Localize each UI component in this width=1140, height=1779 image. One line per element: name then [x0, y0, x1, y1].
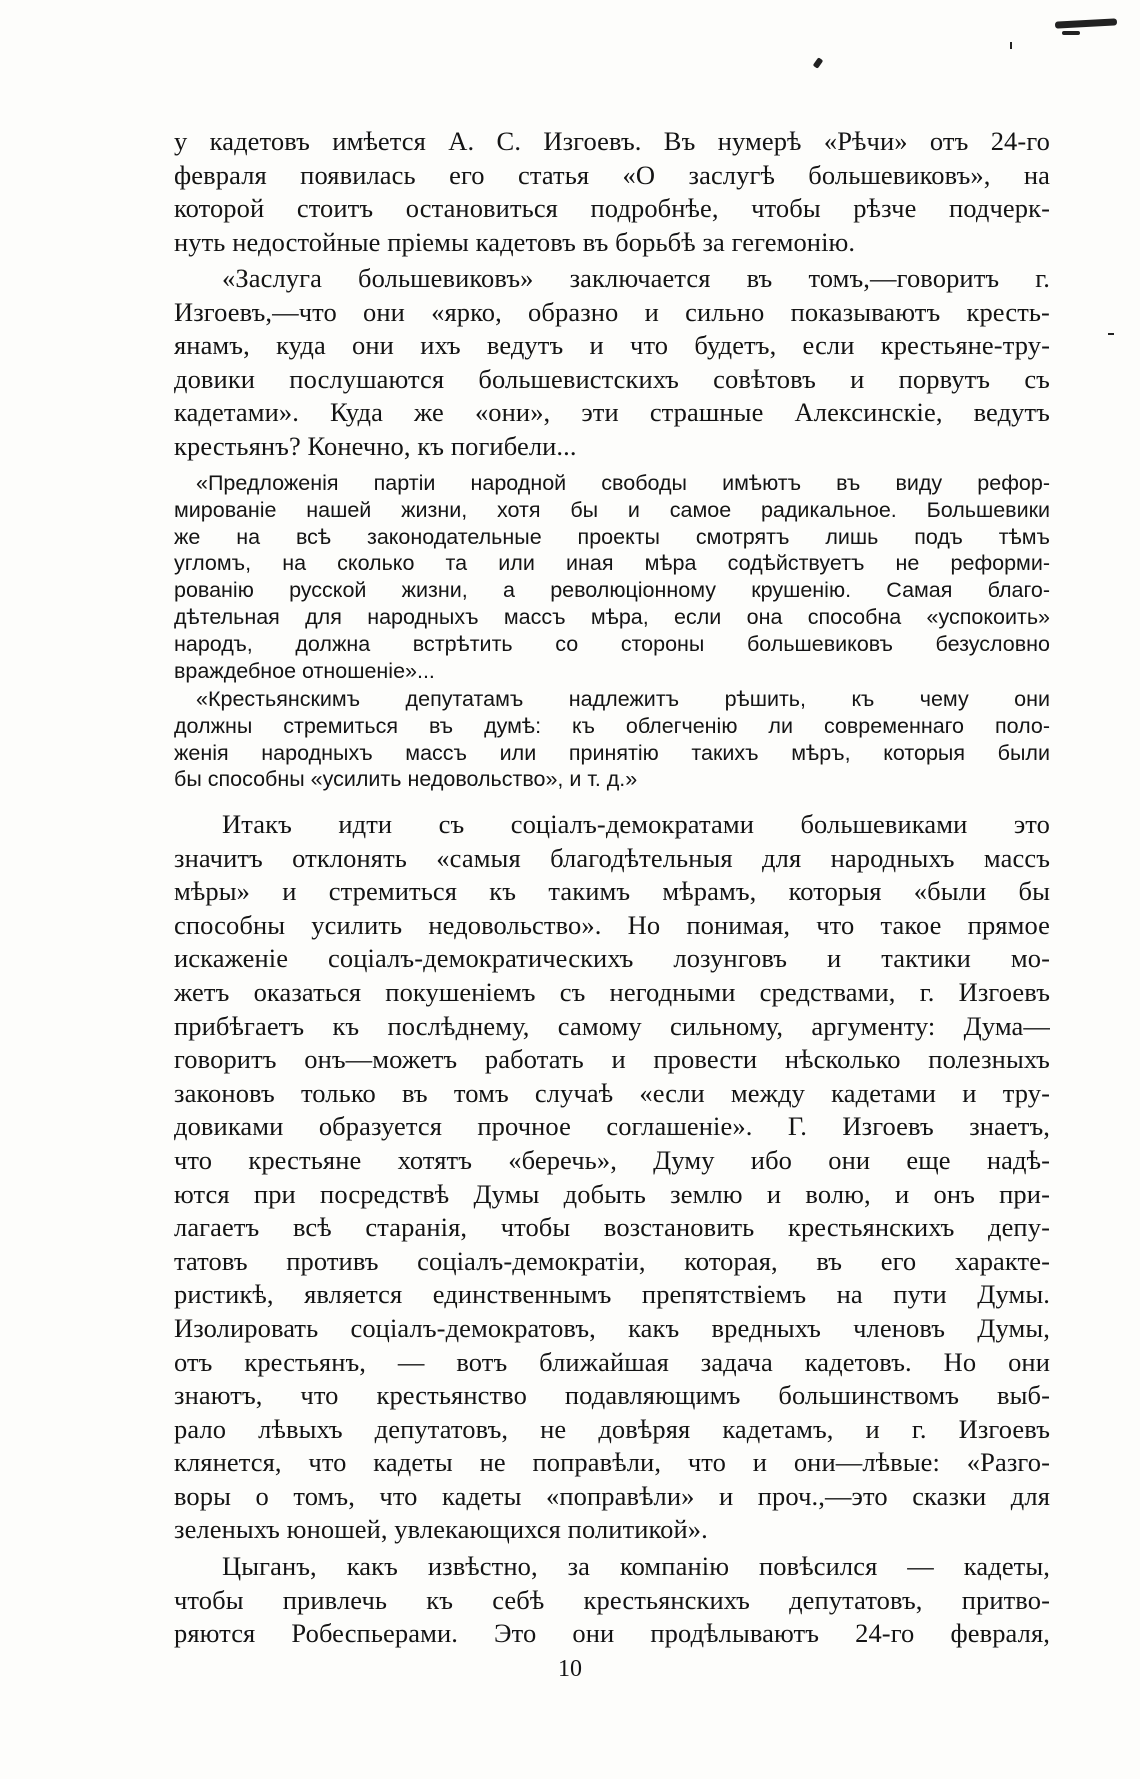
- text-line: крестьянъ? Конечно, къ погибели...: [174, 430, 577, 461]
- text-line: ются при посредствѣ Думы добыть землю и волю, и онъ при-: [174, 1178, 1050, 1209]
- body-paragraph-1: [174, 808, 1050, 1547]
- text-line: клянется, что кадеты не поправѣли, что и они—лѣвые: «Разго-: [174, 1447, 1050, 1478]
- text-line: ряются Робеспьерами. Это они продѣлываютъ 24-го февраля,: [174, 1618, 1050, 1649]
- text-line: янамъ, куда они ихъ ведутъ и что будетъ, если крестьяне-тру-: [174, 330, 1050, 361]
- quote-line: дѣтельная для народныхъ массъ мѣра, если она способна «успокоить»: [174, 604, 1050, 629]
- text-line: искаженіе соціалъ-демократическихъ лозунговъ и тактики мо-: [174, 943, 1050, 974]
- text-line: лагаетъ всѣ старанія, чтобы возстановить крестьянскихъ депу-: [174, 1212, 1050, 1243]
- text-line: нуть недостойные пріемы кадетовъ въ борьбѣ за гегемонію.: [174, 226, 856, 257]
- text-line: кадетами». Куда же «они», эти страшные Алексинскіе, ведутъ: [174, 397, 1050, 428]
- scan-artifact-speck: [1010, 42, 1012, 49]
- paragraph-1: [174, 125, 1050, 259]
- quote-line: рованію русской жизни, а революціонному крушенію. Самая благо-: [174, 578, 1050, 603]
- text-line: прибѣгаетъ къ послѣднему, самому сильному, аргументу: Дума—: [174, 1010, 1050, 1041]
- text-line: способны усилить недовольство». Но понимая, что такое прямое: [174, 909, 1050, 940]
- text-line: зеленыхъ юношей, увлекающихся политикой».: [174, 1514, 708, 1545]
- text-line: у кадетовъ имѣется А. С. Изгоевъ. Въ нумерѣ «Рѣчи» отъ 24-го: [174, 126, 1050, 156]
- text-line: татовъ противъ соціалъ-демократіи, которая, въ его характе-: [174, 1245, 1050, 1276]
- quote-line: враждебное отношеніе»...: [174, 658, 435, 683]
- quote-1: [174, 470, 1050, 684]
- text-line: говоритъ онъ—можетъ работать и провести нѣсколько полезныхъ: [174, 1044, 1050, 1075]
- quote-line: «Крестьянскимъ депутатамъ надлежитъ рѣшить, къ чему они: [196, 687, 1050, 711]
- text-line: воры о томъ, что кадеты «поправѣли» и проч.,—это сказки для: [174, 1480, 1050, 1511]
- text-line: довики послушаются большевистскихъ совѣтовъ и порвутъ съ: [174, 363, 1050, 394]
- text-line: чтобы привлечь къ себѣ крестьянскихъ депутатовъ, притво-: [174, 1584, 1050, 1615]
- text-line: довиками образуется прочное соглашеніе». Г. Изгоевъ знаетъ,: [174, 1111, 1050, 1142]
- quote-2: [174, 686, 1050, 793]
- text-line: знаютъ, что крестьянство подавляющимъ большинствомъ выб-: [174, 1380, 1050, 1411]
- text-line: значитъ отклонять «самыя благодѣтельныя для народныхъ массъ: [174, 842, 1050, 873]
- text-line: отъ крестьянъ, — вотъ ближайшая задача кадетовъ. Но они: [174, 1346, 1050, 1377]
- text-line: что крестьяне хотятъ «беречь», Думу ибо они еще надѣ-: [174, 1144, 1050, 1175]
- text-line: Изолировать соціалъ-демократовъ, какъ вредныхъ членовъ Думы,: [174, 1312, 1050, 1343]
- text-line: ристикѣ, является единственнымъ препятствіемъ на пути Думы.: [174, 1279, 1050, 1310]
- quote-line: же на всѣ законодательные проекты смотрятъ лишь подъ тѣмъ: [174, 524, 1050, 549]
- scan-artifact-speck: [1062, 31, 1080, 35]
- quote-line: мированіе нашей жизни, хотя бы и самое радикальное. Большевики: [174, 497, 1050, 522]
- quote-line: должны стремиться въ думѣ: къ облегченію ли современнаго поло-: [174, 713, 1050, 738]
- scan-artifact-top-right: [1055, 18, 1117, 28]
- scan-artifact-speck: [813, 57, 824, 69]
- paragraph-2: [174, 262, 1050, 464]
- quote-line: народъ, должна встрѣтить со стороны большевиковъ безусловно: [174, 631, 1050, 656]
- quote-line: угломъ, на сколько та или иная мѣра содѣйствуетъ не реформи-: [174, 551, 1050, 576]
- text-line: жетъ оказаться покушеніемъ съ негодными средствами, г. Изгоевъ: [174, 976, 1050, 1007]
- quote-line: бы способны «усилить недовольство», и т. д.»: [174, 767, 638, 792]
- text-line: «Заслуга большевиковъ» заключается въ томъ,—говоритъ г.: [222, 263, 1050, 293]
- text-line: февраля появилась его статья «О заслугѣ большевиковъ», на: [174, 159, 1050, 190]
- text-line: Изгоевъ,—что они «ярко, образно и сильно показываютъ кресть-: [174, 296, 1050, 327]
- text-line: Цыганъ, какъ извѣстно, за компанію повѣсился — кадеты,: [222, 1551, 1050, 1581]
- body-paragraph-2: [174, 1550, 1050, 1651]
- page-number: 10: [558, 1656, 582, 1682]
- quote-line: «Предложенія партіи народной свободы имѣютъ въ виду рефор-: [196, 471, 1050, 495]
- text-line: законовъ только въ томъ случаѣ «если между кадетами и тру-: [174, 1077, 1050, 1108]
- text-line: которой стоитъ остановиться подробнѣе, чтобы рѣзче подчерк-: [174, 193, 1050, 224]
- text-line: рало лѣвыхъ депутатовъ, не довѣряя кадетамъ, и г. Изгоевъ: [174, 1413, 1050, 1444]
- text-line: Итакъ идти съ соціалъ-демократами большевиками это: [222, 809, 1050, 839]
- scan-artifact-speck: [1108, 333, 1114, 335]
- text-line: мѣры» и стремиться къ такимъ мѣрамъ, которыя «были бы: [174, 876, 1050, 907]
- quote-line: женія народныхъ массъ или принятію такихъ мѣръ, которыя были: [174, 740, 1050, 765]
